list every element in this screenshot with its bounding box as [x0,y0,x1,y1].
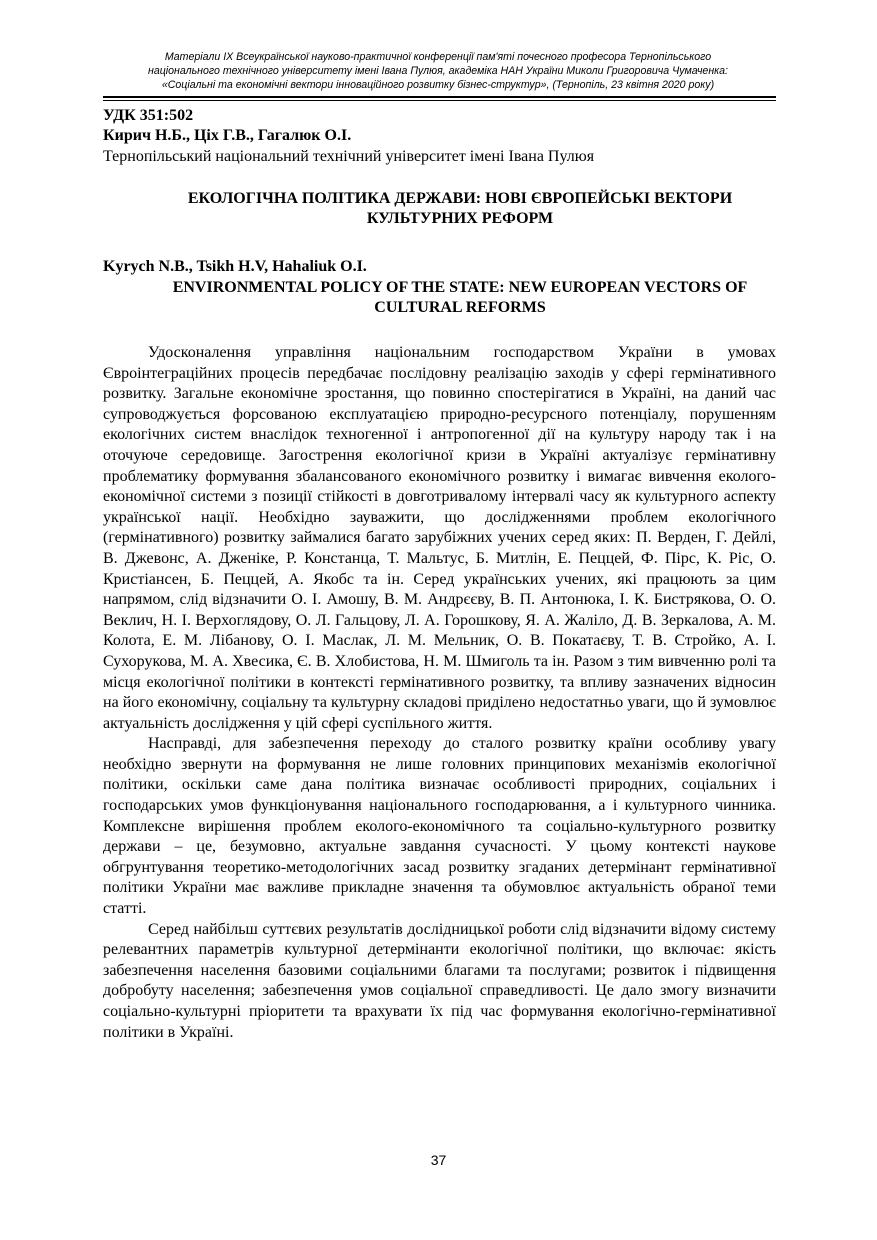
udc-code: УДК 351:502 [103,107,194,124]
running-header-line: «Соціальні та економічні вектори інноваційного розвитку бізнес-структур», (Тернопіль, 23 квітня 2020 року) [161,79,715,91]
authors-ukrainian: Кирич Н.Б., Ціх Г.В., Гагалюк О.І. [103,127,352,144]
running-header-line: Матеріали IX Всеукраїнської науково-практичної конференції пам'яті почесного професора Тернопільського [164,51,712,63]
body-paragraph: Удосконалення управління національним господарством України в умовах Євроінтеграційних процесів передбачає послідовну реалізацію заходів у сфері гермінативного розвитку. Загальне економічне зростання, що повинно спостерігатися в Україні, на даний час супроводжується форсованою експлуатацією природно-ресурсного потенціалу, порушенням екологічних систем внаслідок техногенної і антропогенної дії на культуру народу так і на оточуюче середовище. Загострення екологічної кризи в Україні актуалізує гермінативну проблематику формування збалансованого економічного розвитку і вимагає вивчення еколого-економічної системи з позиції стійкості в довготривалому інтервалі часу як культурного аспекту української нації. Необхідно зауважити, що дослідженнями проблем екологічного (гермінативного) розвитку займалися багато зарубіжних учених серед яких: П. Верден, Г. Дейлі, В. Джевонс, А. Дженіке, Р. Констанца, Т. Мальтус, Б. Митлін, Е. Пеццей, Ф. Пірс, К. Ріс, О. Кристіансен, Б. Пеццей, А. Якобс та ін. Серед українських учених, які працюють за цим напрямом, слід відзначити О. І. Амошу, В. М. Андрєєву, В. П. Антонюка, І. К. Бистрякова, О. О. Веклич, Н. І. Верхоглядову, О. Л. Гальцову, Л. А. Горошкову, Я. А. Жаліло, Д. В. Зеркалова, А. М. Колота, Е. М. Лібанову, О. І. Маслак, Л. М. Мельник, О. В. Покатаєву, Т. В. Стройко, А. І. Сухорукова, М. А. Хвесика, Є. В. Хлобистова, Н. М. Шмиголь та ін. Разом з тим вивченню ролі та місця екологічної політики в контексті гермінативного розвитку, та впливу зазначених відносин на його економічну, соціальну та культурну складові приділено недостатньо уваги, що й зумовлює актуальність дослідження у цій сфері суспільного життя. [103,344,776,732]
header-rule [103,96,776,98]
affiliation: Тернопільський національний технічний університет імені Івана Пулюя [103,148,595,165]
running-header [103,50,773,92]
article-body [103,343,776,1043]
running-header-line: національного технічного університету імені Івана Пулюя, академіка НАН України Миколи Григоровича Чумаченка: [148,65,728,77]
header-rule [103,100,776,101]
title-ukrainian: ЕКОЛОГІЧНА ПОЛІТИКА ДЕРЖАВИ: НОВІ ЄВРОПЕЙСЬКІ ВЕКТОРИ КУЛЬТУРНИХ РЕФОРМ [187,190,733,227]
authors-english: Kyrych N.B., Tsikh H.V, Hahaliuk O.I. [103,258,367,275]
body-paragraph: Насправді, для забезпечення переходу до сталого розвитку країни особливу увагу необхідно звернути на формування не лише головних принципових механізмів екологічної політики, оскільки саме дана політика визначає особливості природних, соціальних і господарських умов функціонування національного господарювання, а і культурного чинника. Комплексне вирішення проблем еколого-економічного та соціально-культурного розвитку держави – це, безумовно, актуальне завдання сучасності. У цьому контексті наукове обгрунтування теоретико-методологічних засад розвитку згаданих детермінант гермінативної політики України має важливе прикладне значення та обумовлює актуальність обраної теми статті. [103,735,776,918]
title-english: ENVIRONMENTAL POLICY OF THE STATE: NEW EUROPEAN VECTORS OF CULTURAL REFORMS [172,279,748,316]
page-number: 37 [430,1152,447,1168]
body-paragraph: Серед найбільш суттєвих результатів дослідницької роботи слід відзначити відому систему релевантних параметрів культурної детермінанти екологічної політики, що включає: якість забезпечення населення базовими соціальними благами та послугами; розвиток і підвищення добробуту населення; забезпечення умов соціальної справедливості. Це дало змогу визначити соціально-культурні пріоритети та врахувати їх під час формування екологічно-гермінативної політики в Україні. [103,920,776,1041]
